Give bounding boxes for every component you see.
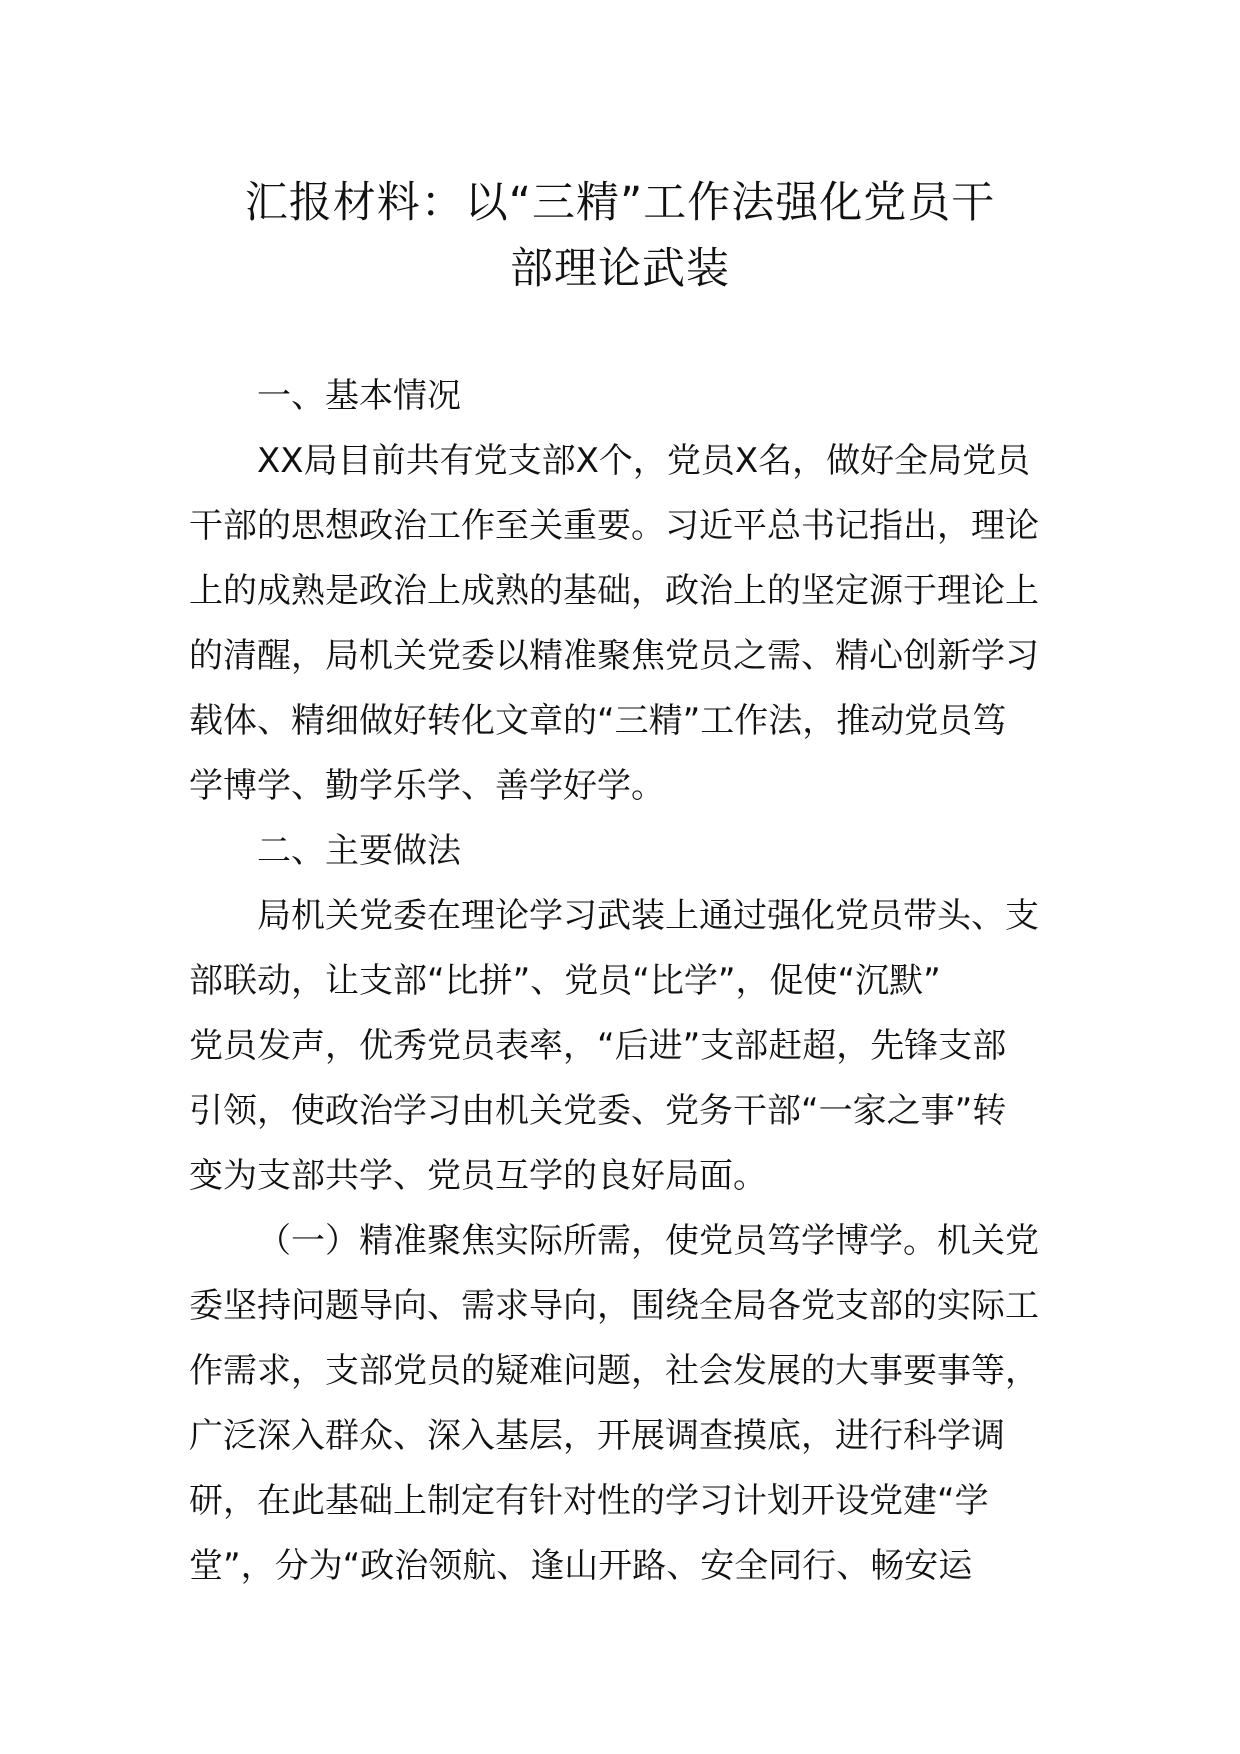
text-line: 党员发声，优秀党员表率，“后进”支部赶超，先锋支部 — [189, 1026, 1007, 1066]
document-body — [189, 364, 1059, 1599]
text-line: 干部的思想政治工作至关重要。习近平总书记指出，理论 — [189, 506, 1039, 546]
text-line: 引领，使政治学习由机关党委、党务干部“一家之事”转 — [189, 1091, 1007, 1131]
section-heading-main-practices — [189, 819, 1059, 884]
text-line: 的清醒，局机关党委以精准聚焦党员之需、精心创新学习 — [189, 636, 1039, 676]
text-line: 载体、精细做好转化文章的“三精”工作法，推动党员笃 — [189, 701, 1007, 741]
text-line: 广泛深入群众、深入基层，开展调查摸底，进行科学调 — [189, 1416, 1005, 1456]
text-line: 堂”，分为“政治领航、逢山开路、安全同行、畅安运 — [189, 1546, 973, 1586]
text-line: 变为支部共学、党员互学的良好局面。 — [189, 1156, 767, 1196]
title-line-2: 部理论武装 — [510, 244, 730, 294]
paragraph-precise-focus — [189, 1209, 1059, 1599]
heading-line: 二、主要做法 — [257, 831, 461, 871]
text-line: 委坚持问题导向、需求导向，围绕全局各党支部的实际工 — [189, 1286, 1039, 1326]
title-line-1: 汇报材料：以“三精”工作法强化党员干 — [244, 178, 996, 228]
paragraph-basic-situation — [189, 429, 1059, 819]
paragraph-main-practices — [189, 884, 1059, 1209]
text-line: 部联动，让支部“比拼”、党员“比学”，促使“沉默” — [189, 961, 941, 1001]
section-heading-basic-situation — [189, 364, 1059, 429]
text-line: 局机关党委在理论学习武装上通过强化党员带头、支 — [257, 896, 1039, 936]
text-line: XX局目前共有党支部X个，党员X名，做好全局党员 — [257, 441, 1031, 481]
text-line: 研，在此基础上制定有针对性的学习计划开设党建“学 — [189, 1481, 989, 1521]
heading-line: 一、基本情况 — [257, 376, 461, 416]
text-line: 上的成熟是政治上成熟的基础，政治上的坚定源于理论上 — [189, 571, 1039, 611]
text-line: （一）精准聚焦实际所需，使党员笃学博学。机关党 — [257, 1221, 1039, 1261]
document-title — [180, 170, 1060, 302]
text-line: 学博学、勤学乐学、善学好学。 — [189, 766, 665, 806]
text-line: 作需求，支部党员的疑难问题，社会发展的大事要事等， — [189, 1351, 1039, 1391]
